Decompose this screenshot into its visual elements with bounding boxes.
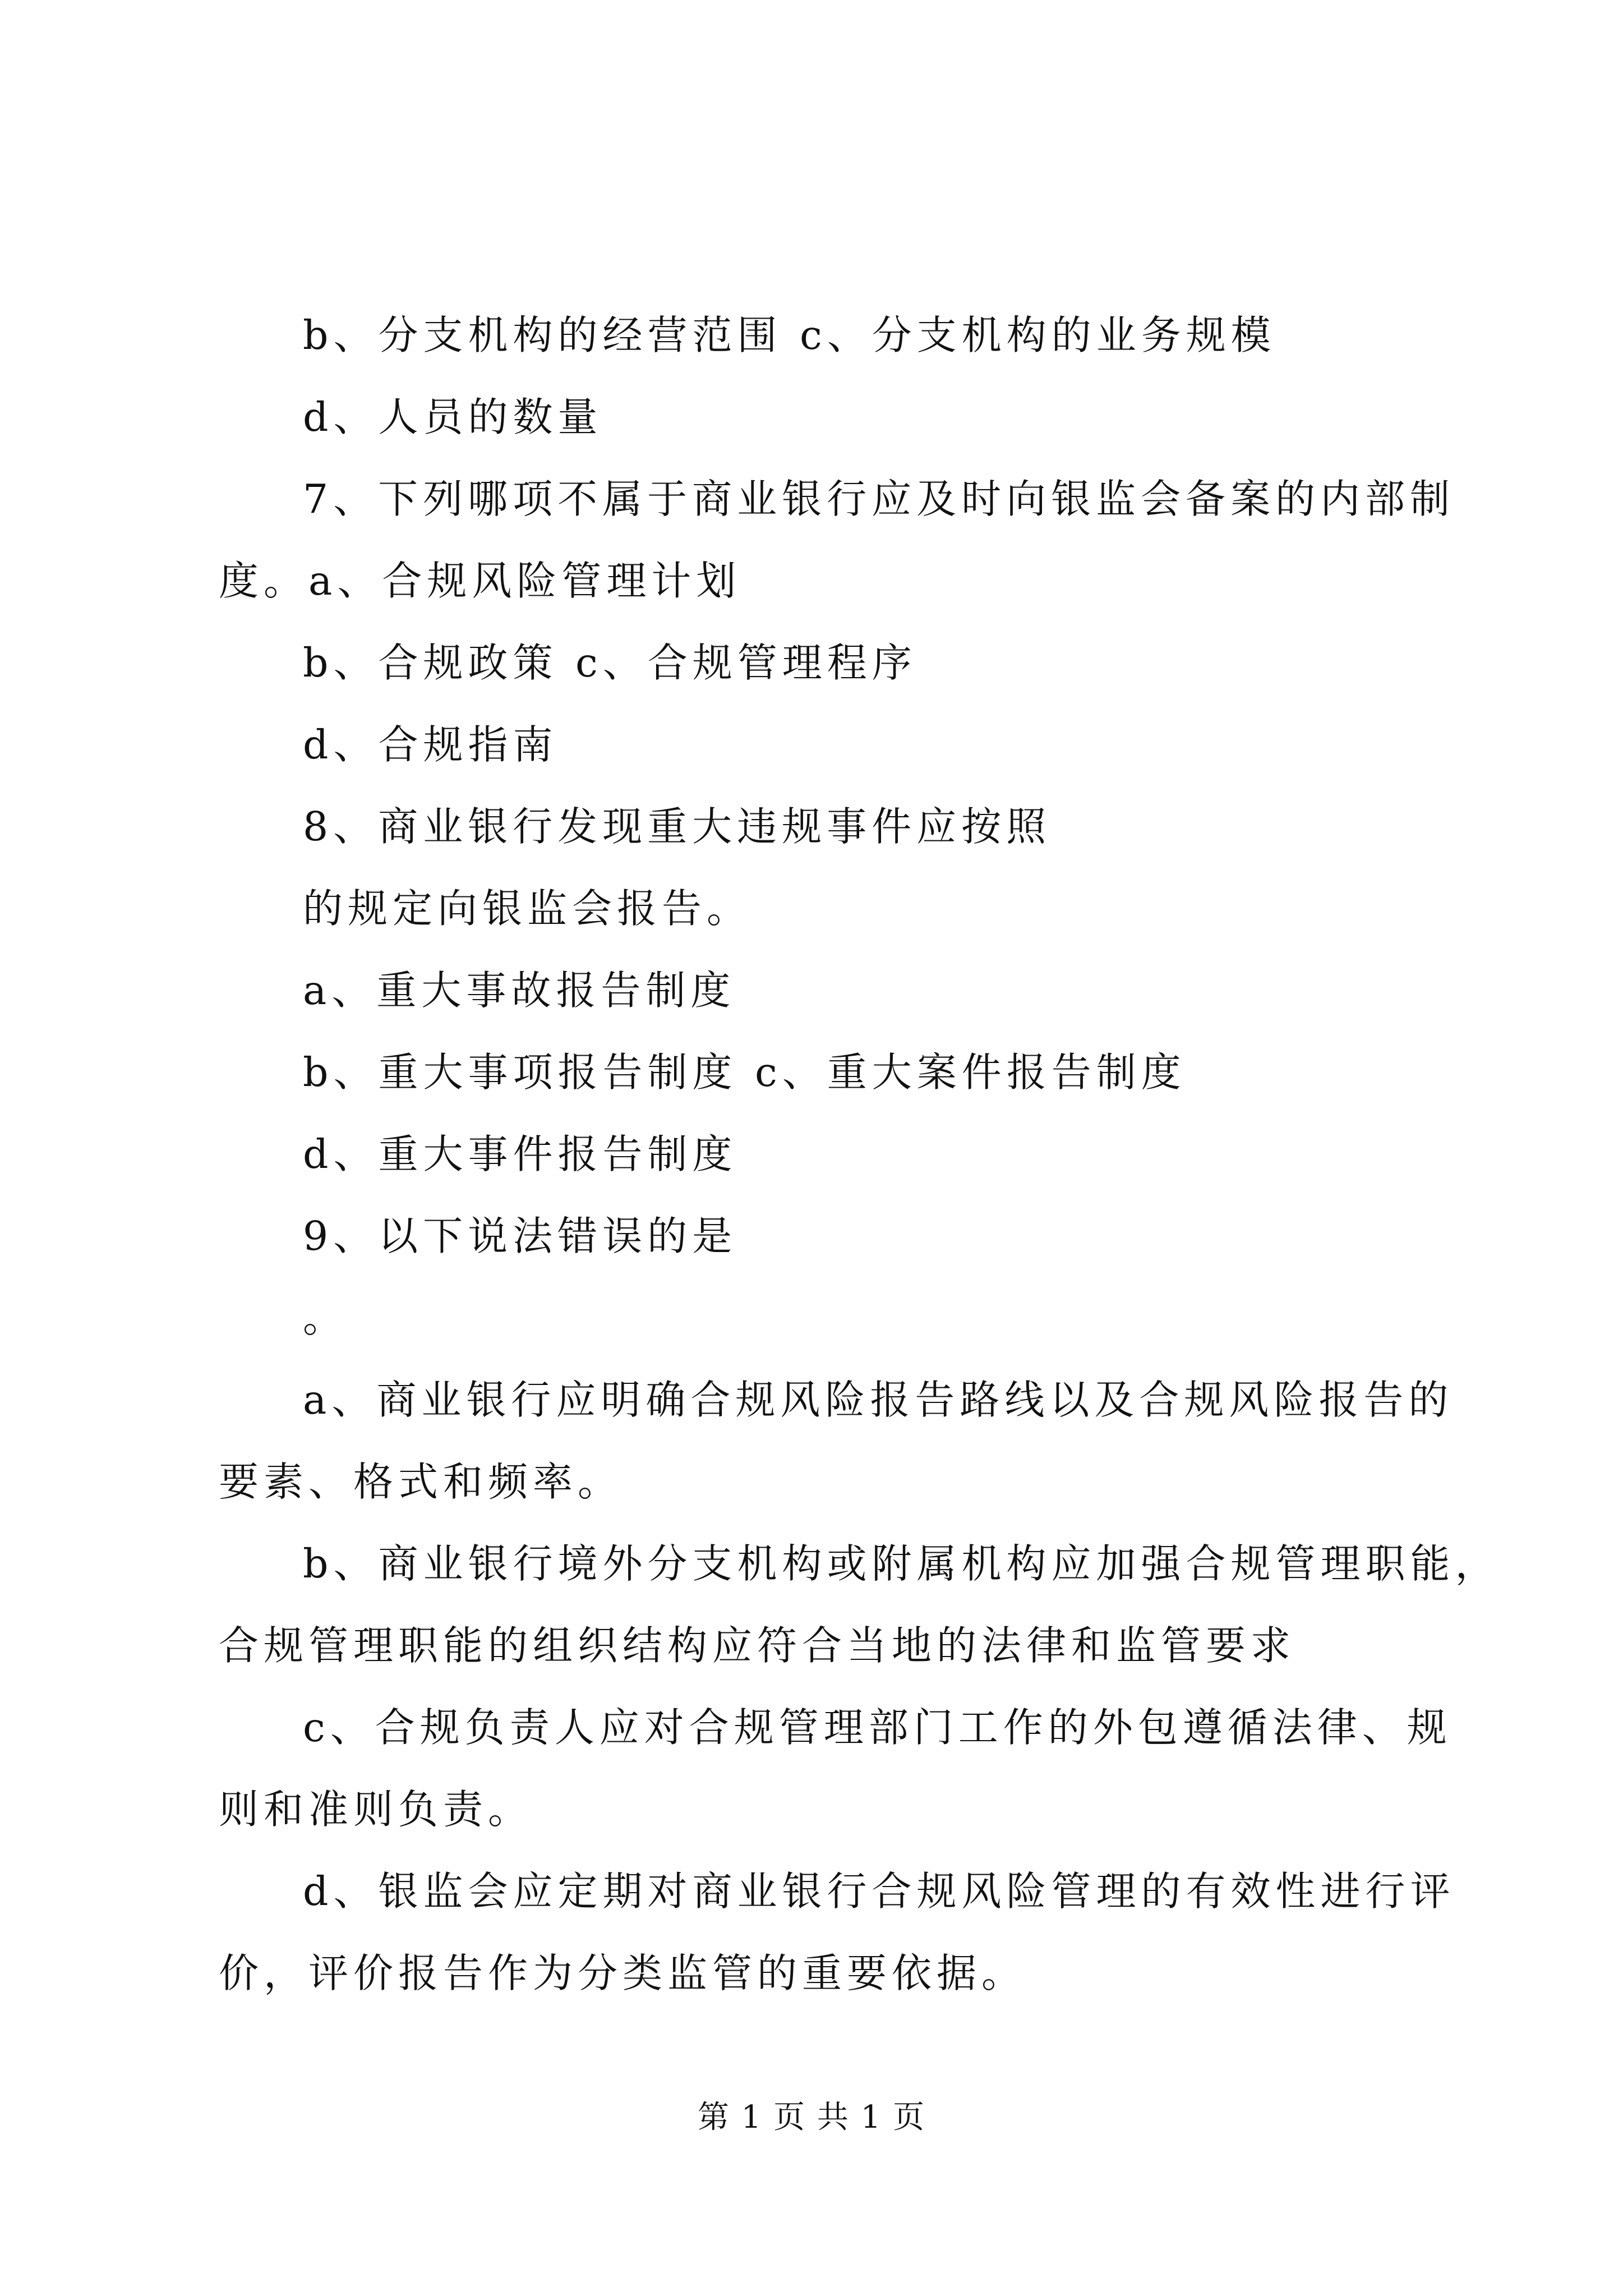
text-line: b、商业银行境外分支机构或附属机构应加强合规管理职能， (303, 1540, 1500, 1587)
text-line: d、重大事件报告制度 (303, 1131, 737, 1177)
text-line: 合规管理职能的组织结构应符合当地的法律和监管要求 (219, 1622, 1296, 1669)
text-line: 。 (303, 1295, 348, 1341)
text-line: a、重大事故报告制度 (303, 967, 736, 1014)
page-footer: 第 1 页 共 1 页 (697, 2099, 926, 2136)
text-line: b、合规政策 c、合规管理程序 (303, 639, 917, 686)
text-line: 7、下列哪项不属于商业银行应及时向银监会备案的内部制 (303, 476, 1455, 522)
text-line: a、商业银行应明确合规风险报告路线以及合规风险报告的 (303, 1377, 1454, 1423)
text-line: d、银监会应定期对商业银行合规风险管理的有效性进行评 (303, 1868, 1455, 1915)
text-line: b、重大事项报告制度 c、重大案件报告制度 (303, 1049, 1186, 1096)
text-line: 则和准则负责。 (219, 1786, 533, 1833)
text-line: 要素、格式和频率。 (219, 1458, 623, 1505)
text-line: b、分支机构的经营范围 c、分支机构的业务规模 (303, 312, 1276, 358)
text-line: 度。a、合规风险管理计划 (219, 558, 741, 604)
text-line: c、合规负责人应对合规管理部门工作的外包遵循法律、规 (303, 1704, 1452, 1751)
text-line: d、人员的数量 (303, 394, 603, 440)
text-line: 价，评价报告作为分类监管的重要依据。 (219, 1950, 1027, 1996)
text-line: d、合规指南 (303, 721, 558, 768)
text-line: 9、以下说法错误的是 (303, 1213, 737, 1259)
text-line: 的规定向银监会报告。 (303, 885, 752, 932)
text-line: 8、商业银行发现重大违规事件应按照 (303, 803, 1052, 850)
